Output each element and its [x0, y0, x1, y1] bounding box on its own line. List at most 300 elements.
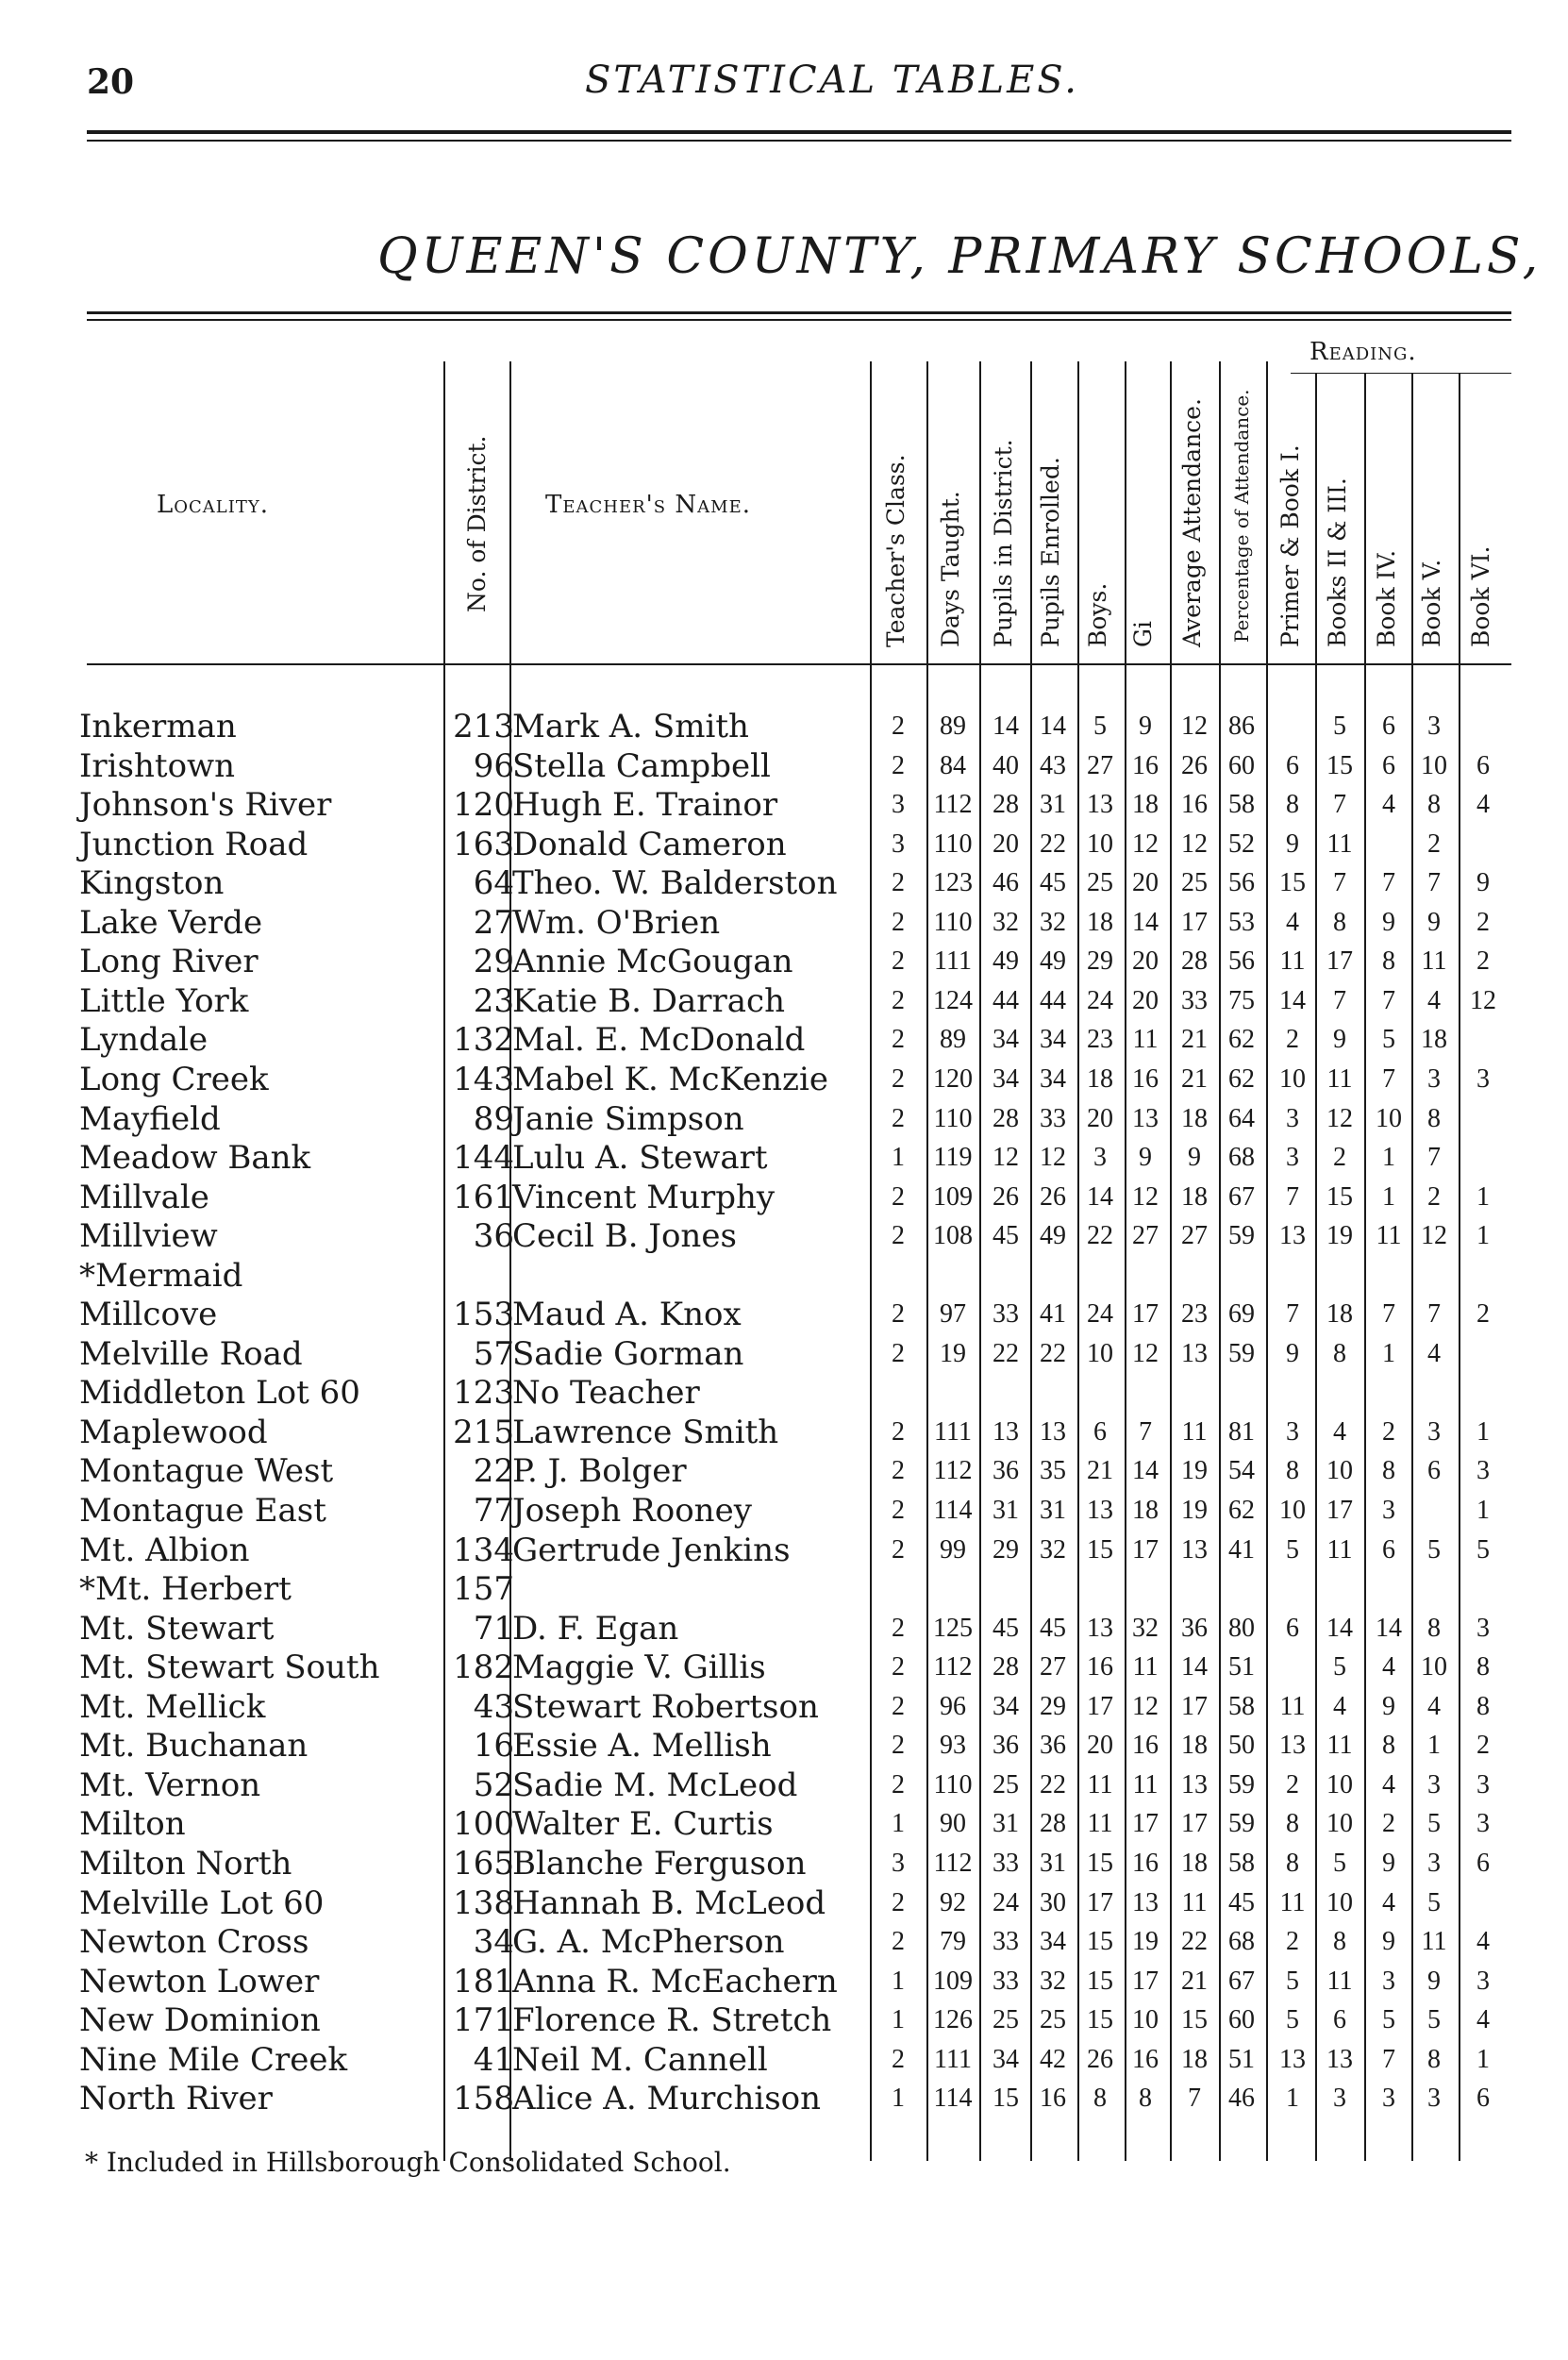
value-cell: 18	[1087, 1063, 1113, 1094]
table-row	[0, 1021, 1568, 1061]
value-cell: 18	[1326, 1299, 1353, 1330]
value-cell: 31	[1040, 1496, 1066, 1525]
value-cell: 18	[1181, 1103, 1208, 1133]
value-cell: 1	[892, 2084, 905, 2114]
district-cell: 132	[453, 1021, 514, 1060]
value-cell: 12	[1181, 829, 1208, 859]
value-cell: 20	[1087, 1103, 1113, 1133]
value-cell: 4	[1427, 1691, 1441, 1721]
table-title: QUEEN'S COUNTY, PRIMARY SCHOOLS,	[377, 228, 1543, 285]
value-cell: 10	[1326, 1456, 1353, 1486]
header-col-0: Teacher's Class.	[882, 454, 909, 647]
value-cell: 7	[1382, 1063, 1395, 1094]
value-cell: 123	[933, 868, 973, 898]
table-row	[0, 1100, 1568, 1140]
value-cell: 12	[1470, 985, 1496, 1015]
locality-cell: Mt. Buchanan	[79, 1727, 309, 1766]
value-cell: 45	[1040, 868, 1066, 898]
value-cell: 32	[1132, 1613, 1159, 1643]
value-cell: 9	[1476, 868, 1490, 898]
value-cell: 7	[1427, 1299, 1441, 1330]
value-cell: 21	[1087, 1456, 1113, 1486]
value-cell: 44	[1040, 985, 1066, 1015]
district-cell: 43	[473, 1687, 514, 1726]
value-cell: 3	[1476, 1809, 1490, 1839]
value-cell: 1	[1476, 1181, 1490, 1212]
value-cell: 36	[993, 1456, 1019, 1486]
footnote: * Included in Hillsborough Consolidated School.	[85, 2147, 731, 2178]
header-rule-bottom	[87, 663, 1511, 665]
header-rule-top2	[87, 319, 1511, 321]
value-cell: 46	[993, 868, 1019, 898]
value-cell: 17	[1181, 907, 1208, 937]
value-cell: 9	[1382, 907, 1395, 937]
value-cell: 5	[1427, 2005, 1441, 2035]
value-cell: 10	[1376, 1103, 1402, 1133]
header-reading: Reading.	[1309, 338, 1417, 366]
table-row	[0, 1374, 1568, 1414]
value-cell: 15	[1087, 1966, 1113, 1996]
teacher-cell: Cecil B. Jones	[512, 1217, 737, 1256]
value-cell: 4	[1476, 1927, 1490, 1957]
value-cell: 112	[933, 1456, 973, 1486]
district-cell: 16	[473, 1727, 514, 1766]
value-cell: 29	[993, 1534, 1019, 1565]
value-cell: 15	[1087, 1848, 1113, 1878]
teacher-cell: Joseph Rooney	[512, 1492, 752, 1530]
value-cell: 18	[1132, 1496, 1159, 1525]
value-cell: 9	[1286, 1338, 1299, 1368]
value-cell: 13	[1087, 1613, 1113, 1643]
value-cell: 111	[934, 1416, 972, 1447]
value-cell: 54	[1228, 1456, 1255, 1486]
value-cell: 2	[892, 1731, 905, 1761]
value-cell: 93	[940, 1731, 966, 1761]
value-cell: 7	[1333, 790, 1346, 820]
value-cell: 11	[1279, 1691, 1306, 1721]
value-cell: 53	[1228, 907, 1255, 937]
teacher-cell: Stewart Robertson	[512, 1687, 819, 1726]
value-cell: 18	[1181, 2044, 1208, 2074]
value-cell: 34	[993, 1025, 1019, 1055]
value-cell: 22	[1087, 1221, 1113, 1251]
locality-cell: Melville Road	[79, 1334, 303, 1373]
value-cell: 13	[1087, 1496, 1113, 1525]
value-cell: 11	[1326, 1534, 1353, 1565]
value-cell: 1	[892, 1143, 905, 1173]
value-cell: 108	[933, 1221, 973, 1251]
value-cell: 2	[892, 1063, 905, 1094]
district-cell: 64	[473, 864, 514, 903]
value-cell: 109	[933, 1181, 973, 1212]
value-cell: 33	[993, 1299, 1019, 1330]
value-cell: 11	[1132, 1769, 1159, 1799]
value-cell: 2	[892, 1887, 905, 1917]
value-cell: 16	[1181, 790, 1208, 820]
value-cell: 3	[1333, 2084, 1346, 2114]
header-col-2: Pupils in District.	[990, 439, 1017, 647]
value-cell: 9	[1382, 1848, 1395, 1878]
value-cell: 25	[1040, 2005, 1066, 2035]
teacher-cell: Mal. E. McDonald	[512, 1021, 806, 1060]
table-row	[0, 786, 1568, 826]
value-cell: 4	[1476, 2005, 1490, 2035]
value-cell: 25	[993, 2005, 1019, 2035]
header-locality: Locality.	[157, 491, 270, 519]
value-cell: 2	[892, 1221, 905, 1251]
value-cell: 3	[1427, 2084, 1441, 2114]
locality-cell: Kingston	[79, 864, 225, 903]
value-cell: 15	[1326, 750, 1353, 780]
district-cell: 77	[473, 1492, 514, 1530]
value-cell: 10	[1087, 829, 1113, 859]
district-cell: 41	[473, 2040, 514, 2079]
value-cell: 3	[1427, 1769, 1441, 1799]
value-cell: 114	[933, 2084, 973, 2114]
value-cell: 51	[1228, 2044, 1255, 2074]
value-cell: 11	[1132, 1652, 1159, 1682]
value-cell: 58	[1228, 1691, 1255, 1721]
value-cell: 75	[1228, 985, 1255, 1015]
value-cell: 33	[993, 1927, 1019, 1957]
value-cell: 42	[1040, 2044, 1066, 2074]
value-cell: 9	[1139, 1143, 1152, 1173]
value-cell: 8	[1286, 1809, 1299, 1839]
value-cell: 68	[1228, 1143, 1255, 1173]
value-cell: 6	[1476, 2084, 1490, 2114]
value-cell: 21	[1181, 1063, 1208, 1094]
locality-cell: Middleton Lot 60	[79, 1374, 360, 1413]
value-cell: 17	[1326, 1496, 1353, 1525]
teacher-cell: Sadie M. McLeod	[512, 1766, 798, 1804]
value-cell: 6	[1476, 1848, 1490, 1878]
value-cell: 49	[1040, 1221, 1066, 1251]
value-cell: 1	[1382, 1143, 1395, 1173]
locality-cell: Montague East	[79, 1492, 326, 1530]
value-cell: 8	[1382, 1456, 1395, 1486]
value-cell: 4	[1382, 1769, 1395, 1799]
teacher-cell: Florence R. Stretch	[512, 2001, 832, 2040]
value-cell: 34	[1040, 1025, 1066, 1055]
value-cell: 23	[1087, 1025, 1113, 1055]
value-cell: 31	[1040, 1848, 1066, 1878]
value-cell: 2	[1286, 1025, 1299, 1055]
district-cell: 29	[473, 943, 514, 981]
teacher-cell: Gertrude Jenkins	[512, 1531, 791, 1569]
teacher-cell: Wm. O'Brien	[512, 903, 721, 942]
teacher-cell: No Teacher	[512, 1374, 700, 1413]
value-cell: 12	[1181, 711, 1208, 741]
district-cell: 34	[473, 1923, 514, 1962]
locality-cell: Mt. Albion	[79, 1531, 250, 1569]
value-cell: 7	[1427, 868, 1441, 898]
locality-cell: Mayfield	[79, 1099, 221, 1138]
value-cell: 7	[1333, 985, 1346, 1015]
value-cell: 112	[933, 1652, 973, 1682]
value-cell: 22	[1040, 1338, 1066, 1368]
district-cell: 215	[453, 1413, 514, 1451]
value-cell: 81	[1228, 1416, 1255, 1447]
value-cell: 44	[993, 985, 1019, 1015]
value-cell: 28	[993, 1103, 1019, 1133]
value-cell: 2	[1476, 946, 1490, 977]
value-cell: 45	[1040, 1613, 1066, 1643]
value-cell: 79	[940, 1927, 966, 1957]
value-cell: 9	[1333, 1025, 1346, 1055]
value-cell: 32	[993, 907, 1019, 937]
value-cell: 49	[1040, 946, 1066, 977]
value-cell: 68	[1228, 1927, 1255, 1957]
value-cell: 1	[1476, 1416, 1490, 1447]
table-row	[0, 1923, 1568, 1963]
district-cell: 161	[453, 1178, 514, 1216]
value-cell: 59	[1228, 1338, 1255, 1368]
value-cell: 119	[933, 1143, 973, 1173]
value-cell: 125	[933, 1613, 973, 1643]
value-cell: 8	[1093, 2084, 1107, 2114]
value-cell: 3	[1093, 1143, 1107, 1173]
district-cell: 163	[453, 825, 514, 863]
value-cell: 2	[1476, 1299, 1490, 1330]
value-cell: 15	[1326, 1181, 1353, 1212]
value-cell: 1	[892, 1966, 905, 1996]
value-cell: 19	[940, 1338, 966, 1368]
teacher-cell: Blanche Ferguson	[512, 1844, 807, 1883]
district-cell: 57	[473, 1334, 514, 1373]
value-cell: 2	[892, 1025, 905, 1055]
value-cell: 11	[1421, 1927, 1447, 1957]
value-cell: 40	[993, 750, 1019, 780]
value-cell: 2	[892, 1496, 905, 1525]
value-cell: 26	[993, 1181, 1019, 1212]
district-cell: 52	[473, 1766, 514, 1804]
value-cell: 109	[933, 1966, 973, 1996]
value-cell: 2	[892, 985, 905, 1015]
district-cell: 171	[453, 2001, 514, 2040]
header-col-4: Boys.	[1084, 582, 1111, 647]
value-cell: 18	[1181, 1848, 1208, 1878]
value-cell: 4	[1427, 1338, 1441, 1368]
locality-cell: Long River	[79, 943, 259, 981]
value-cell: 11	[1326, 829, 1353, 859]
value-cell: 5	[1333, 1652, 1346, 1682]
table-row	[0, 1727, 1568, 1766]
value-cell: 14	[993, 711, 1019, 741]
value-cell: 2	[892, 1534, 905, 1565]
value-cell: 49	[993, 946, 1019, 977]
value-cell: 32	[1040, 1534, 1066, 1565]
value-cell: 12	[1040, 1143, 1066, 1173]
value-cell: 18	[1087, 907, 1113, 937]
value-cell: 111	[934, 946, 972, 977]
value-cell: 26	[1087, 2044, 1113, 2074]
value-cell: 3	[892, 1848, 905, 1878]
table-row	[0, 1688, 1568, 1728]
value-cell: 9	[1427, 1966, 1441, 1996]
district-cell: 134	[453, 1531, 514, 1569]
value-cell: 59	[1228, 1809, 1255, 1839]
value-cell: 17	[1132, 1966, 1159, 1996]
locality-cell: Millview	[79, 1217, 218, 1256]
value-cell: 3	[1476, 1063, 1490, 1094]
value-cell: 7	[1382, 868, 1395, 898]
value-cell: 1	[1476, 2044, 1490, 2074]
value-cell: 6	[1286, 1613, 1299, 1643]
district-cell: 36	[473, 1217, 514, 1256]
value-cell: 6	[1382, 1534, 1395, 1565]
value-cell: 24	[993, 1887, 1019, 1917]
value-cell: 2	[1382, 1416, 1395, 1447]
header-col-7: Percentage of Attendance.	[1230, 389, 1253, 643]
value-cell: 14	[1181, 1652, 1208, 1682]
locality-cell: New Dominion	[79, 2001, 321, 2040]
page-number: 20	[87, 62, 135, 102]
teacher-cell: Hannah B. McLeod	[512, 1883, 826, 1922]
value-cell: 17	[1181, 1691, 1208, 1721]
value-cell: 3	[1476, 1613, 1490, 1643]
value-cell: 15	[1279, 868, 1306, 898]
value-cell: 11	[1279, 946, 1306, 977]
value-cell: 64	[1228, 1103, 1255, 1133]
table-row	[0, 1805, 1568, 1845]
value-cell: 15	[1087, 1927, 1113, 1957]
value-cell: 84	[940, 750, 966, 780]
value-cell: 8	[1427, 2044, 1441, 2074]
reading-underline	[1291, 373, 1511, 374]
value-cell: 1	[1286, 2084, 1299, 2114]
value-cell: 1	[1476, 1496, 1490, 1525]
value-cell: 50	[1228, 1731, 1255, 1761]
value-cell: 16	[1132, 750, 1159, 780]
value-cell: 12	[1326, 1103, 1353, 1133]
table-row	[0, 708, 1568, 747]
value-cell: 19	[1181, 1496, 1208, 1525]
value-cell: 6	[1427, 1456, 1441, 1486]
value-cell: 58	[1228, 1848, 1255, 1878]
district-cell: 23	[473, 981, 514, 1020]
value-cell: 8	[1286, 1848, 1299, 1878]
value-cell: 30	[1040, 1887, 1066, 1917]
running-head: STATISTICAL TABLES.	[585, 59, 1079, 102]
header-col-12: Book VI.	[1467, 545, 1494, 647]
district-cell: 165	[453, 1844, 514, 1883]
value-cell: 58	[1228, 790, 1255, 820]
value-cell: 20	[1132, 868, 1159, 898]
value-cell: 13	[1132, 1887, 1159, 1917]
value-cell: 28	[1181, 946, 1208, 977]
value-cell: 6	[1382, 711, 1395, 741]
value-cell: 17	[1132, 1534, 1159, 1565]
table-row	[0, 1217, 1568, 1257]
value-cell: 13	[1326, 2044, 1353, 2074]
value-cell: 2	[1427, 1181, 1441, 1212]
locality-cell: North River	[79, 2080, 273, 2118]
teacher-cell: Stella Campbell	[512, 746, 771, 785]
value-cell: 2	[1476, 907, 1490, 937]
table-row	[0, 1766, 1568, 1806]
value-cell: 8	[1333, 1338, 1346, 1368]
value-cell: 62	[1228, 1496, 1255, 1525]
value-cell: 6	[1333, 2005, 1346, 2035]
value-cell: 10	[1421, 750, 1447, 780]
value-cell: 13	[1279, 2044, 1306, 2074]
value-cell: 20	[993, 829, 1019, 859]
district-cell: 182	[453, 1649, 514, 1687]
value-cell: 4	[1382, 1887, 1395, 1917]
district-cell: 153	[453, 1296, 514, 1334]
value-cell: 2	[1286, 1927, 1299, 1957]
value-cell: 11	[1326, 1063, 1353, 1094]
value-cell: 24	[1087, 1299, 1113, 1330]
value-cell: 17	[1132, 1809, 1159, 1839]
value-cell: 13	[1279, 1221, 1306, 1251]
value-cell: 59	[1228, 1221, 1255, 1251]
value-cell: 22	[1181, 1927, 1208, 1957]
value-cell: 9	[1286, 829, 1299, 859]
value-cell: 12	[1132, 1181, 1159, 1212]
value-cell: 34	[993, 2044, 1019, 2074]
value-cell: 5	[1093, 711, 1107, 741]
value-cell: 8	[1476, 1652, 1490, 1682]
value-cell: 22	[1040, 829, 1066, 859]
value-cell: 19	[1132, 1927, 1159, 1957]
value-cell: 14	[1132, 907, 1159, 937]
value-cell: 67	[1228, 1966, 1255, 1996]
locality-cell: Newton Lower	[79, 1962, 320, 2000]
locality-cell: Mt. Vernon	[79, 1766, 261, 1804]
value-cell: 112	[933, 790, 973, 820]
value-cell: 59	[1228, 1769, 1255, 1799]
value-cell: 7	[1382, 1299, 1395, 1330]
value-cell: 2	[1427, 829, 1441, 859]
teacher-cell: Maggie V. Gillis	[512, 1649, 766, 1687]
header-district: No. of District.	[463, 435, 491, 612]
value-cell: 2	[892, 868, 905, 898]
value-cell: 17	[1132, 1299, 1159, 1330]
teacher-cell: Sadie Gorman	[512, 1334, 744, 1373]
value-cell: 10	[1132, 2005, 1159, 2035]
locality-cell: Lake Verde	[79, 903, 263, 942]
value-cell: 80	[1228, 1613, 1255, 1643]
locality-cell: Newton Cross	[79, 1923, 309, 1962]
table-row	[0, 1845, 1568, 1884]
table-row	[0, 1296, 1568, 1335]
table-row	[0, 2001, 1568, 2041]
header-rule-top	[87, 311, 1511, 314]
value-cell: 33	[1181, 985, 1208, 1015]
value-cell: 4	[1382, 1652, 1395, 1682]
table-row	[0, 1414, 1568, 1453]
table-row	[0, 1335, 1568, 1375]
value-cell: 9	[1382, 1691, 1395, 1721]
value-cell: 4	[1427, 985, 1441, 1015]
value-cell: 1	[892, 1809, 905, 1839]
value-cell: 8	[1382, 1731, 1395, 1761]
value-cell: 2	[892, 907, 905, 937]
value-cell: 17	[1326, 946, 1353, 977]
value-cell: 11	[1326, 1731, 1353, 1761]
value-cell: 25	[1181, 868, 1208, 898]
value-cell: 29	[1040, 1691, 1066, 1721]
value-cell: 1	[1476, 1221, 1490, 1251]
value-cell: 26	[1181, 750, 1208, 780]
value-cell: 3	[1476, 1456, 1490, 1486]
locality-cell: Irishtown	[79, 746, 236, 785]
locality-cell: Millcove	[79, 1296, 218, 1334]
value-cell: 10	[1326, 1887, 1353, 1917]
value-cell: 8	[1286, 790, 1299, 820]
value-cell: 16	[1132, 1063, 1159, 1094]
